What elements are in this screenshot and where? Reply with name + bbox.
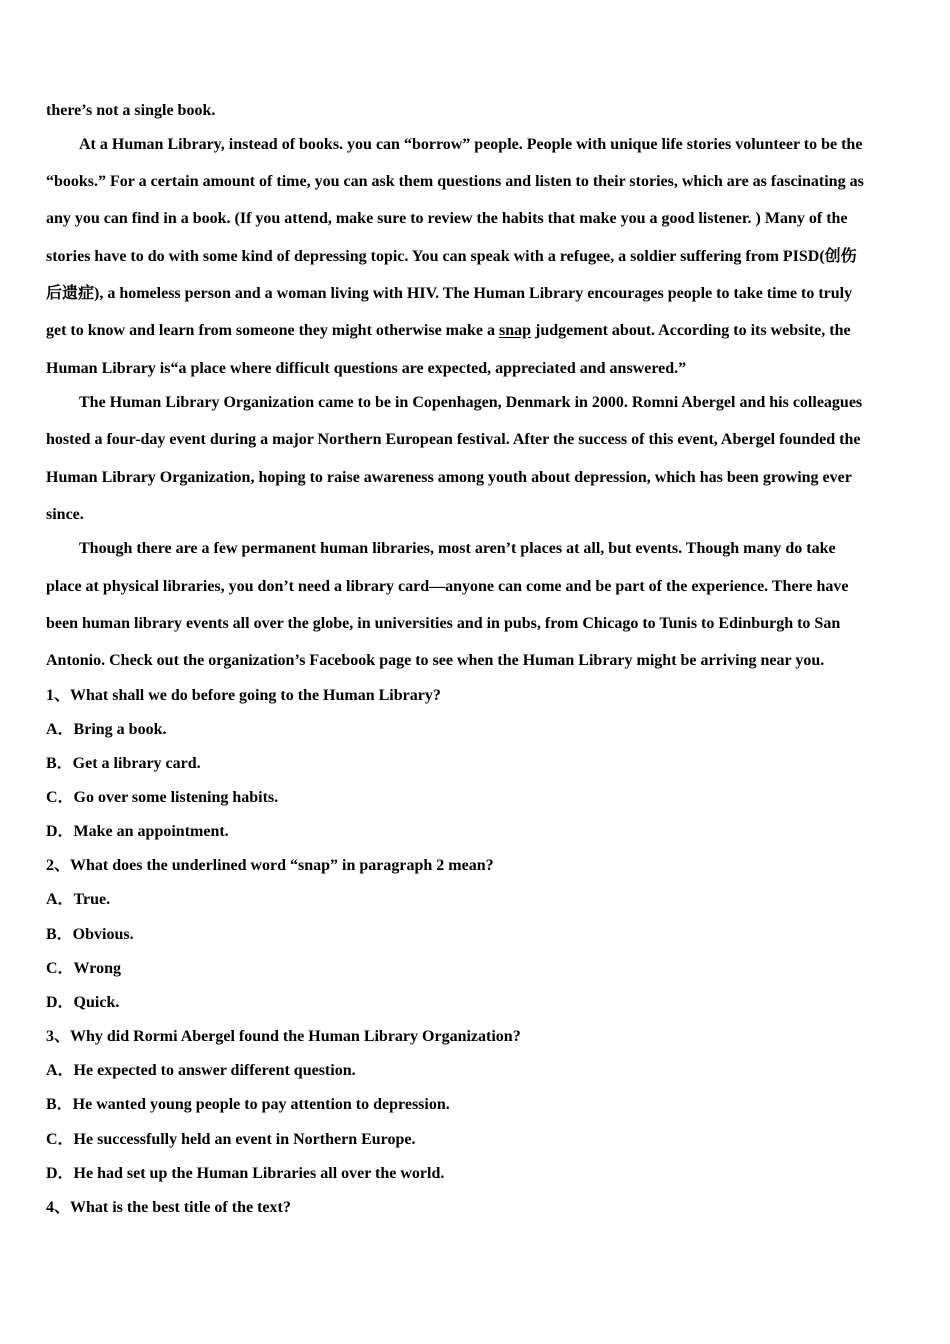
paragraph-3-line: The Human Library Organization came to be in Copenhagen, Denmark in 2000. Romni Abergel and his colleagues <box>79 394 863 411</box>
question-3-option-b: B．He wanted young people to pay attention to depression. <box>46 1096 450 1113</box>
question-2-stem: 2、What does the underlined word “snap” in paragraph 2 mean? <box>46 857 494 874</box>
paragraph-2-line: any you can find in a book. (If you attend, make sure to review the habits that make you a good listener. ) Many of the <box>46 210 848 227</box>
question-1-stem: 1、What shall we do before going to the Human Library? <box>46 687 441 704</box>
paragraph-2-line: Human Library is“a place where difficult questions are expected, appreciated and answered.” <box>46 360 687 377</box>
paragraph-3-line: hosted a four-day event during a major Northern European festival. After the success of this event, Abergel founded the <box>46 431 861 448</box>
paragraph-2-line: 后遗症), a homeless person and a woman living with HIV. The Human Library encourages people to take time to truly <box>46 285 853 302</box>
paragraph-2-line: “books.” For a certain amount of time, you can ask them questions and listen to their stories, which are as fascinating as <box>46 173 864 190</box>
paragraph-2-line: At a Human Library, instead of books. you can “borrow” people. People with unique life stories volunteer to be the <box>79 136 863 153</box>
paragraph-4-line: Though there are a few permanent human libraries, most aren’t places at all, but events. Though many do take <box>79 540 836 557</box>
question-3-option-a: A．He expected to answer different question. <box>46 1062 356 1079</box>
underlined-word-snap: snap <box>499 322 532 339</box>
question-2-option-c: C．Wrong <box>46 960 121 977</box>
paragraph-2-text: judgement about. According to its website, the <box>531 322 851 339</box>
question-3-option-c: C．He successfully held an event in Northern Europe. <box>46 1131 416 1148</box>
question-3-option-d: D．He had set up the Human Libraries all over the world. <box>46 1165 445 1182</box>
question-1-option-d: D．Make an appointment. <box>46 823 229 840</box>
paragraph-2-line: stories have to do with some kind of depressing topic. You can speak with a refugee, a soldier suffering from PISD(创伤 <box>46 248 857 265</box>
question-2-option-d: D．Quick. <box>46 994 120 1011</box>
paragraph-2-text: get to know and learn from someone they might otherwise make a <box>46 322 499 339</box>
paragraph-4-line: place at physical libraries, you don’t need a library card—anyone can come and be part of the experience. There have <box>46 578 849 595</box>
paragraph-4-line: been human library events all over the globe, in universities and in pubs, from Chicago to Tunis to Edinburgh to San <box>46 615 841 632</box>
question-1-option-b: B．Get a library card. <box>46 755 201 772</box>
question-3-stem: 3、Why did Rormi Abergel found the Human Library Organization? <box>46 1028 521 1045</box>
paragraph-3-line: Human Library Organization, hoping to raise awareness among youth about depression, which has been growing ever <box>46 469 852 486</box>
question-4-stem: 4、What is the best title of the text? <box>46 1199 291 1216</box>
question-2-option-a: A．True. <box>46 891 111 908</box>
paragraph-2-line <box>46 321 851 341</box>
paragraph-1-tail: there’s not a single book. <box>46 102 216 119</box>
question-1-option-a: A．Bring a book. <box>46 721 167 738</box>
question-2-option-b: B．Obvious. <box>46 926 134 943</box>
paragraph-4-line: Antonio. Check out the organization’s Facebook page to see when the Human Library might be arriving near you. <box>46 652 825 669</box>
question-1-option-c: C．Go over some listening habits. <box>46 789 279 806</box>
paragraph-3-line: since. <box>46 506 84 523</box>
